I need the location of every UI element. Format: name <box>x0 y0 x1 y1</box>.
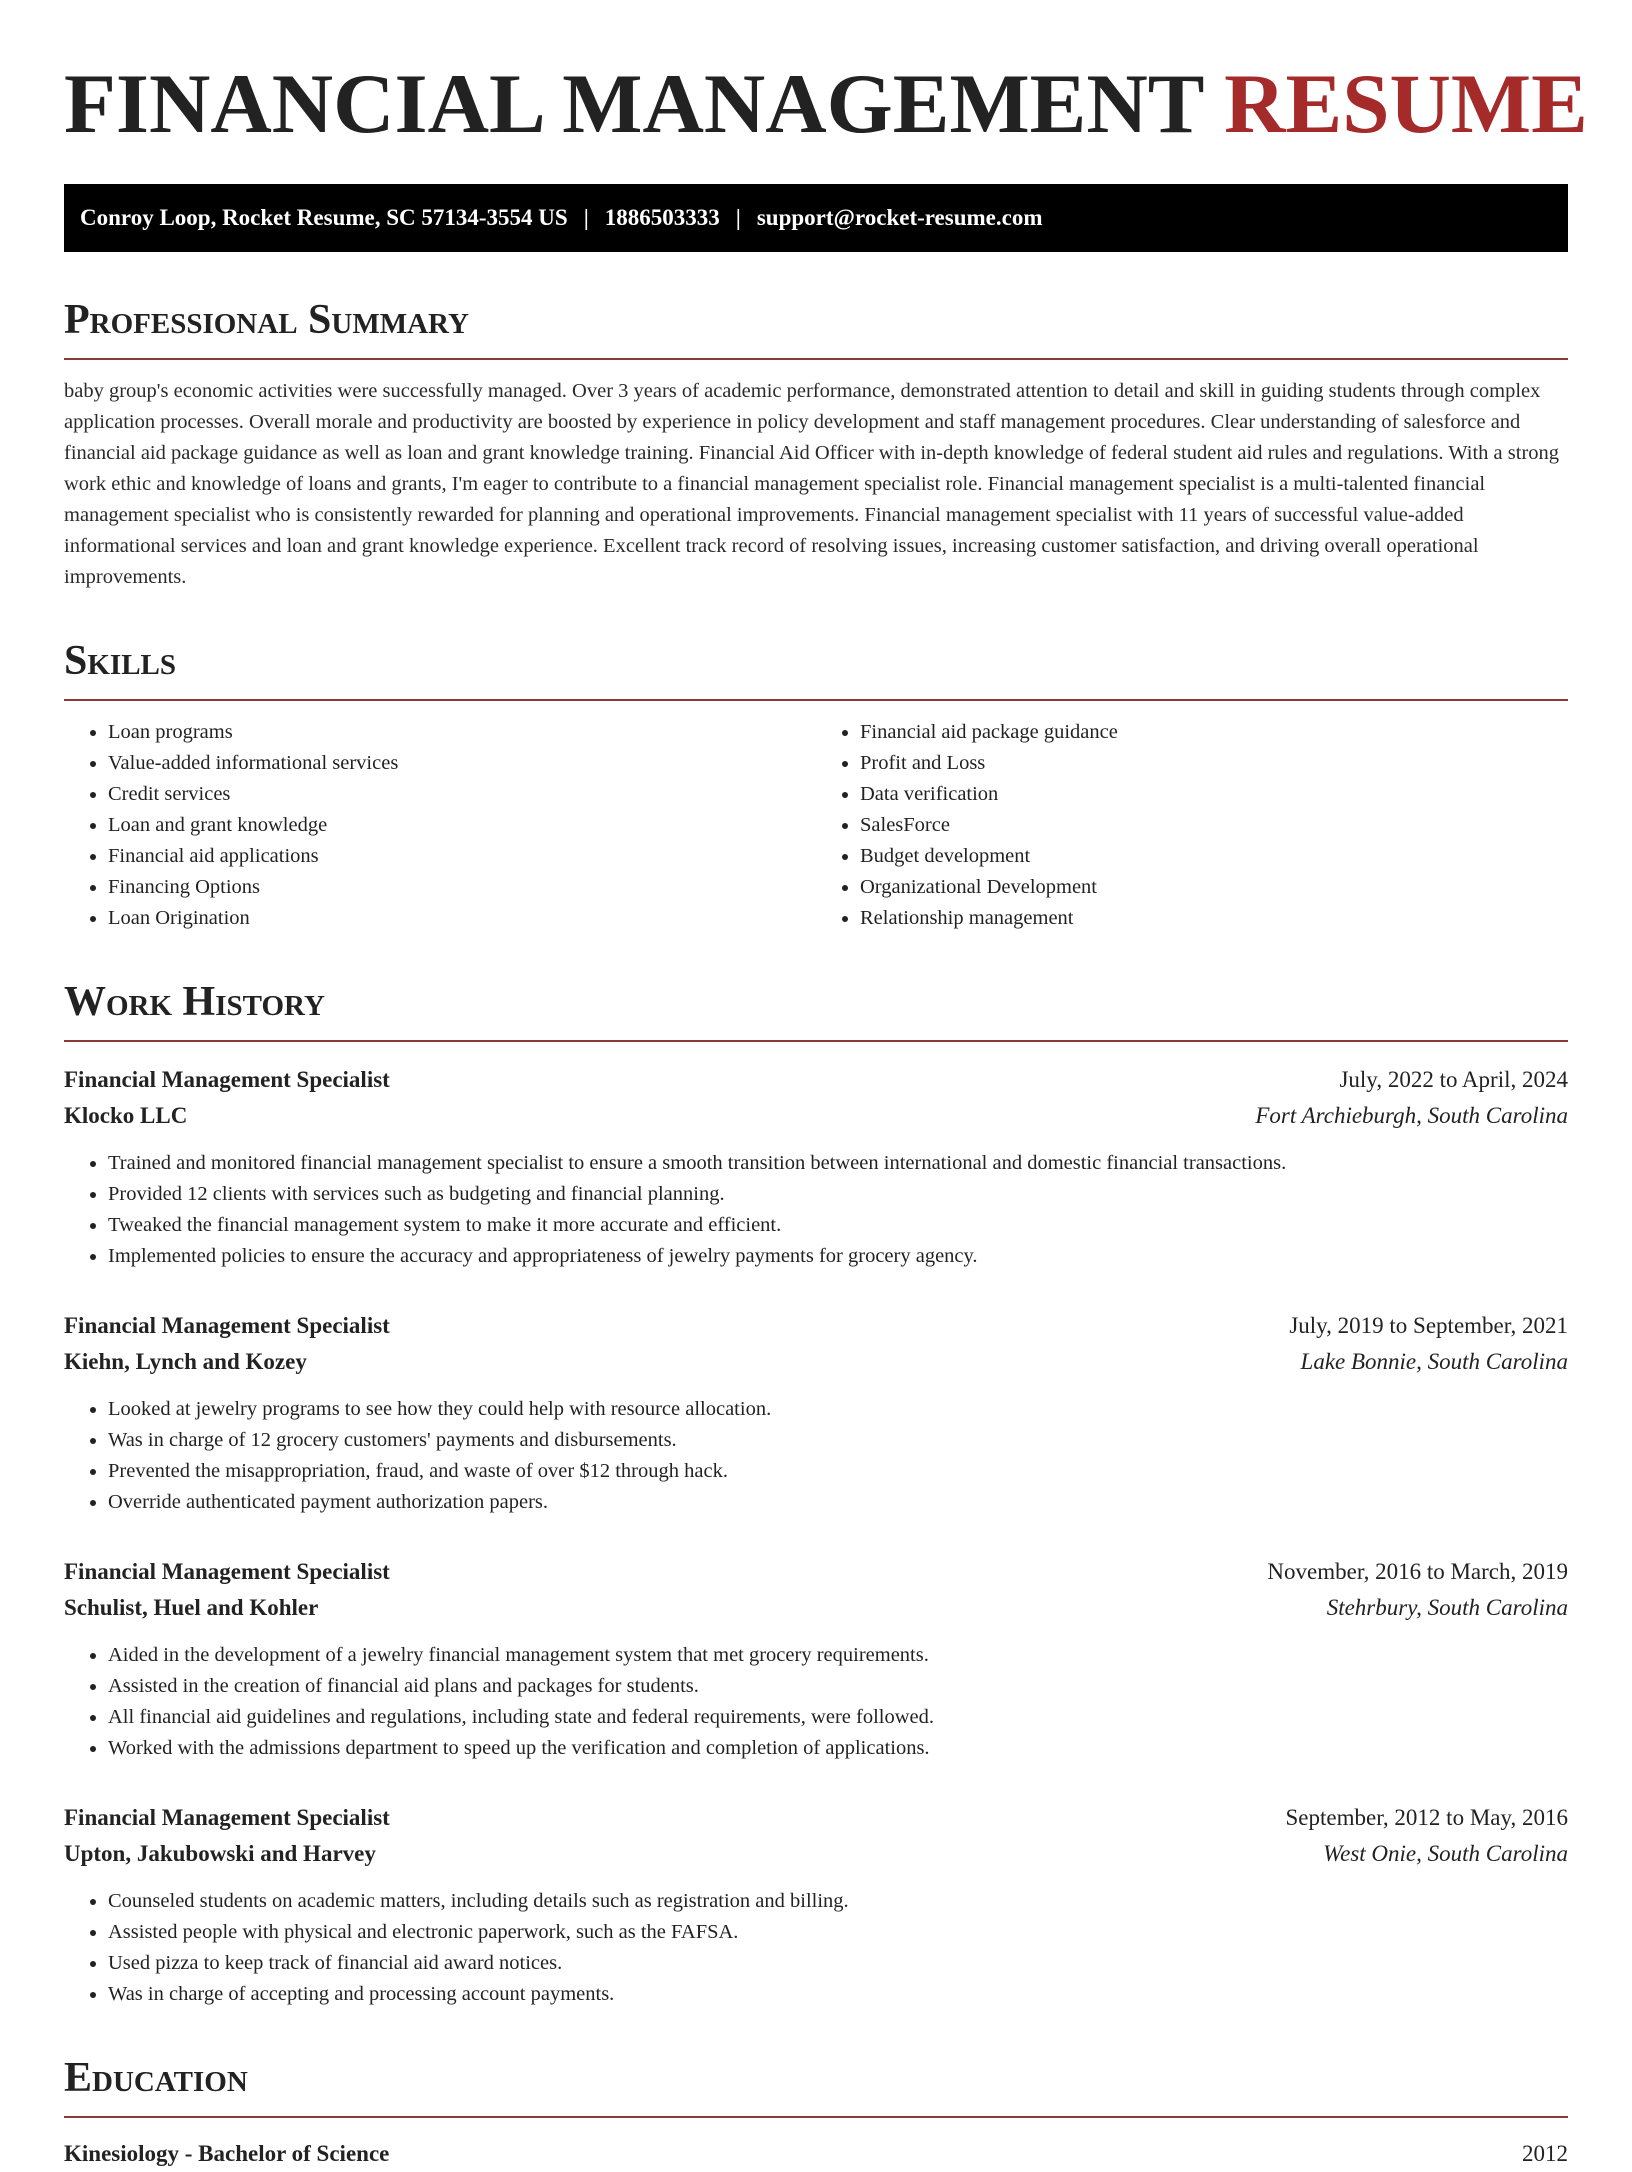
job-location: Stehrbury, South Carolina <box>1326 1595 1568 1620</box>
job-bullet: • Aided in the development of a jewelry financial management system that met grocery requirements. <box>108 1640 1568 1671</box>
job-dates: July, 2019 to September, 2021 <box>1289 1313 1568 1338</box>
education-entry <box>64 2136 1568 2172</box>
job-entry <box>64 1800 1568 2010</box>
job-bullet: • Tweaked the financial management system to make it more accurate and efficient. <box>108 1210 1568 1241</box>
skills-heading: Skills <box>64 637 1568 701</box>
job-bullet: • Implemented policies to ensure the accuracy and appropriateness of jewelry payments for grocery agency. <box>108 1241 1568 1272</box>
skills-column-right <box>816 717 1568 934</box>
skill-item: • Financing Options <box>108 872 816 903</box>
resume-title <box>64 56 1588 152</box>
job-header-row <box>64 1554 1568 1590</box>
skills-column-left <box>64 717 816 934</box>
job-title: Financial Management Specialist <box>64 1067 390 1092</box>
skill-item: • Loan Origination <box>108 903 816 934</box>
title-main: FINANCIAL MANAGEMENT <box>64 57 1203 151</box>
skill-item: • Data verification <box>860 779 1568 810</box>
skill-item: • Financial aid applications <box>108 841 816 872</box>
job-company: Kiehn, Lynch and Kozey <box>64 1349 307 1374</box>
job-bullet: • Assisted people with physical and electronic paperwork, such as the FAFSA. <box>108 1917 1568 1948</box>
job-bullet: • Assisted in the creation of financial aid plans and packages for students. <box>108 1671 1568 1702</box>
title-accent: RESUME <box>1224 57 1588 151</box>
contact-address: Conroy Loop, Rocket Resume, SC 57134-3554 US <box>80 205 568 230</box>
contact-phone: 1886503333 <box>604 205 720 230</box>
job-bullet: • Trained and monitored financial management specialist to ensure a smooth transition between international and domestic financial transactions. <box>108 1148 1568 1179</box>
skill-item: • Budget development <box>860 841 1568 872</box>
skills-list <box>64 717 1568 934</box>
job-company: Upton, Jakubowski and Harvey <box>64 1841 376 1866</box>
job-bullet: • All financial aid guidelines and regulations, including state and federal requirements, were followed. <box>108 1702 1568 1733</box>
skill-item: • Financial aid package guidance <box>860 717 1568 748</box>
job-header-row <box>64 1308 1568 1344</box>
job-header-row <box>64 1800 1568 1836</box>
job-bullet: • Override authenticated payment authorization papers. <box>108 1487 1568 1518</box>
job-company-row <box>64 1590 1568 1626</box>
education-year: 2012 <box>1522 2141 1568 2166</box>
job-bullet: • Prevented the misappropriation, fraud, and waste of over $12 through hack. <box>108 1456 1568 1487</box>
job-header-row <box>64 1062 1568 1098</box>
job-company-row <box>64 1836 1568 1872</box>
skill-item: • Organizational Development <box>860 872 1568 903</box>
job-location: Lake Bonnie, South Carolina <box>1300 1349 1568 1374</box>
summary-text: baby group's economic activities were successfully managed. Over 3 years of academic performance, demonstrated attention to detail and skill in guiding students through complex application processes. Overall morale and productivity are boosted by experience in policy development and staff management procedures. Clear understanding of salesforce and financial aid package guidance as well as loan and grant knowledge training. Financial Aid Officer with in-depth knowledge of federal student aid rules and regulations. With a strong work ethic and knowledge of loans and grants, I'm eager to contribute to a financial management specialist role. Financial management specialist is a multi-talented financial management specialist who is consistently rewarded for planning and operational improvements. Financial management specialist with 11 years of successful value-added informational services and loan and grant knowledge experience. Excellent track record of resolving issues, increasing customer satisfaction, and driving overall operational improvements. <box>64 380 1560 588</box>
skill-item: • Loan programs <box>108 717 816 748</box>
job-title: Financial Management Specialist <box>64 1805 390 1830</box>
job-bullet: • Looked at jewelry programs to see how they could help with resource allocation. <box>108 1394 1568 1425</box>
job-location: Fort Archieburgh, South Carolina <box>1255 1103 1568 1128</box>
job-company: Klocko LLC <box>64 1103 188 1128</box>
summary-heading: Professional Summary <box>64 296 1568 360</box>
job-bullet: • Counseled students on academic matters, including details such as registration and billing. <box>108 1886 1568 1917</box>
job-bullet: • Used pizza to keep track of financial aid award notices. <box>108 1948 1568 1979</box>
job-dates: November, 2016 to March, 2019 <box>1267 1559 1568 1584</box>
job-dates: September, 2012 to May, 2016 <box>1285 1805 1568 1830</box>
job-title: Financial Management Specialist <box>64 1559 390 1584</box>
job-entry <box>64 1554 1568 1764</box>
education-degree: Kinesiology - Bachelor of Science <box>64 2141 390 2166</box>
job-company-row <box>64 1098 1568 1134</box>
job-bullet: • Was in charge of 12 grocery customers' payments and disbursements. <box>108 1425 1568 1456</box>
skill-item: • Profit and Loss <box>860 748 1568 779</box>
job-title: Financial Management Specialist <box>64 1313 390 1338</box>
contact-bar <box>64 184 1568 252</box>
job-bullets <box>64 1640 1568 1764</box>
job-bullet: • Was in charge of accepting and processing account payments. <box>108 1979 1568 2010</box>
job-dates: July, 2022 to April, 2024 <box>1339 1067 1568 1092</box>
job-bullet: • Worked with the admissions department to speed up the verification and completion of applications. <box>108 1733 1568 1764</box>
education-heading: Education <box>64 2054 1568 2118</box>
contact-separator: | <box>583 205 589 230</box>
contact-separator: | <box>735 205 741 230</box>
job-entry <box>64 1062 1568 1272</box>
job-company-row <box>64 1344 1568 1380</box>
work-history-heading: Work History <box>64 978 1568 1042</box>
skill-item: • Value-added informational services <box>108 748 816 779</box>
job-bullets <box>64 1394 1568 1518</box>
job-bullets <box>64 1148 1568 1272</box>
job-bullet: • Provided 12 clients with services such as budgeting and financial planning. <box>108 1179 1568 1210</box>
job-bullets <box>64 1886 1568 2010</box>
contact-email: support@rocket-resume.com <box>756 205 1043 230</box>
skill-item: • SalesForce <box>860 810 1568 841</box>
job-location: West Onie, South Carolina <box>1323 1841 1568 1866</box>
job-company: Schulist, Huel and Kohler <box>64 1595 319 1620</box>
skill-item: • Loan and grant knowledge <box>108 810 816 841</box>
job-entry <box>64 1308 1568 1518</box>
skill-item: • Relationship management <box>860 903 1568 934</box>
skill-item: • Credit services <box>108 779 816 810</box>
